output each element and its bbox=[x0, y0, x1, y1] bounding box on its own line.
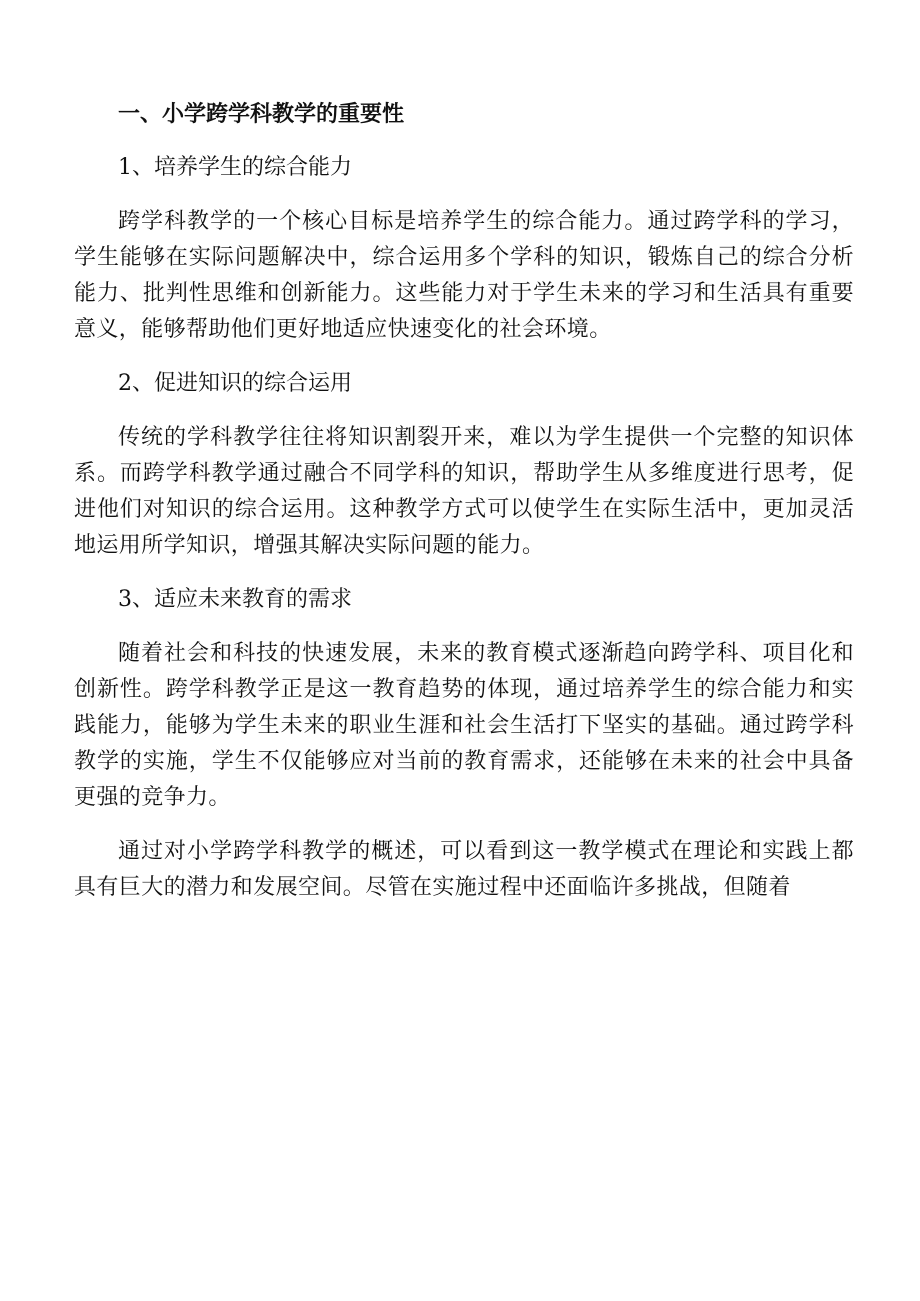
section-title: 一、小学跨学科教学的重要性 bbox=[118, 101, 405, 127]
subsection-paragraph-3: 随着社会和科技的快速发展，未来的教育模式逐渐趋向跨学科、项目化和创新性。跨学科教学正是这一教育趋势的体现，通过培养学生的综合能力和实践能力，能够为学生未来的职业生涯和社会生活打下坚实的基础。通过跨学科教学的实施，学生不仅能够应对当前的教育需求，还能够在未来的社会中具备更强的竞争力。 bbox=[74, 641, 854, 810]
subsection-paragraph-2: 传统的学科教学往往将知识割裂开来，难以为学生提供一个完整的知识体系。而跨学科教学通过融合不同学科的知识，帮助学生从多维度进行思考，促进他们对知识的综合运用。这种教学方式可以使学生在实际生活中，更加灵活地运用所学知识，增强其解决实际问题的能力。 bbox=[74, 425, 854, 558]
subsection-heading-3: 3、适应未来教育的需求 bbox=[118, 587, 352, 612]
subsection-heading-2: 2、促进知识的综合运用 bbox=[118, 371, 352, 396]
subsection-heading-1: 1、培养学生的综合能力 bbox=[118, 155, 352, 180]
document-body bbox=[74, 96, 854, 924]
closing-paragraph: 通过对小学跨学科教学的概述，可以看到这一教学模式在理论和实践上都具有巨大的潜力和发展空间。尽管在实施过程中还面临许多挑战，但随着 bbox=[74, 839, 854, 900]
subsection-paragraph-1: 跨学科教学的一个核心目标是培养学生的综合能力。通过跨学科的学习，学生能够在实际问题解决中，综合运用多个学科的知识，锻炼自己的综合分析能力、批判性思维和创新能力。这些能力对于学生未来的学习和生活具有重要意义，能够帮助他们更好地适应快速变化的社会环境。 bbox=[74, 209, 854, 342]
